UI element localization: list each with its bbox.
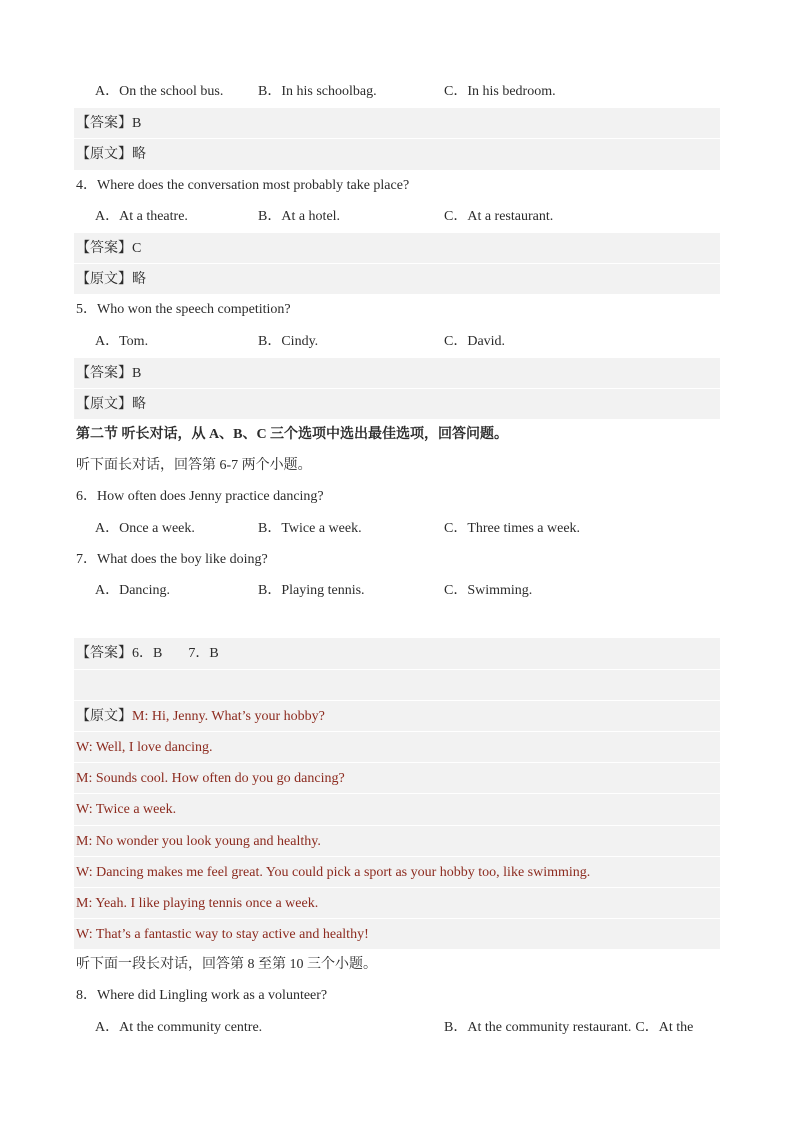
- q4-answer-row: [74, 232, 720, 263]
- q6-stem-text: 6．How often does Jenny practice dancing?: [76, 489, 324, 505]
- q4-options: [74, 201, 720, 232]
- transcript-text: W: Well, I love dancing.: [76, 739, 213, 755]
- section-heading-text: 第二节 听长对话，从 A、B、C 三个选项中选出最佳选项，回答问题。: [76, 427, 509, 443]
- transcript-line: [74, 700, 720, 731]
- q8-option-c: C．At the: [635, 1019, 694, 1035]
- q5-stem-text: 5．Who won the speech competition?: [76, 302, 291, 318]
- q4-source-value: 略: [132, 272, 146, 288]
- q7-option-b: B．Playing tennis.: [258, 583, 365, 598]
- q6-answer: 6．B: [132, 646, 163, 662]
- q8-stem-text: 8．Where did Lingling work as a volunteer?: [76, 988, 328, 1004]
- section-heading: [74, 419, 720, 450]
- q5-source-label: 【原文】: [76, 396, 132, 412]
- q8-options: [74, 1012, 720, 1043]
- q7-answer: 7．B: [188, 646, 219, 662]
- q5-options: [74, 326, 720, 357]
- listening-section: [74, 76, 720, 1043]
- transcript-line: [74, 825, 720, 856]
- transcript-line: [74, 856, 720, 887]
- transcript-text: W: That’s a fantastic way to stay active and healthy!: [76, 927, 369, 943]
- transcript-line: [74, 887, 720, 918]
- q3-source-label: 【原文】: [76, 147, 132, 163]
- q3-source-value: 略: [132, 147, 146, 163]
- q3-answer-label: 【答案】: [76, 116, 132, 132]
- q5-option-b: B．Cindy.: [258, 333, 319, 349]
- dialogue2-instruction: [74, 949, 720, 980]
- q7-option-a: A．Dancing.: [95, 583, 171, 598]
- transcript-text: M: Hi, Jenny. What’s your hobby?: [132, 708, 325, 724]
- transcript-text: W: Dancing makes me feel great. You could pick a sport as your hobby too, like swimming.: [76, 864, 591, 880]
- q4-source-label: 【原文】: [76, 272, 132, 288]
- transcript-text: M: Yeah. I like playing tennis once a week.: [76, 895, 319, 911]
- dialogue1-instruction-text: 听下面长对话，回答第 6-7 两个小题。: [76, 458, 312, 474]
- q8-options-bc: [444, 1012, 693, 1043]
- q6-option-a: A．Once a week.: [95, 520, 195, 536]
- q6-stem: [74, 481, 720, 512]
- q8-option-a: A．At the community centre.: [95, 1019, 263, 1035]
- transcript-line: [74, 731, 720, 762]
- q5-answer-row: [74, 357, 720, 388]
- q3-option-c: C．In his bedroom.: [444, 84, 556, 99]
- blank-band-row: [74, 669, 720, 700]
- blank-spacer: [74, 606, 720, 637]
- q7-option-c: C．Swimming.: [444, 583, 533, 598]
- q5-answer-label: 【答案】: [76, 365, 132, 381]
- q4-option-a: A．At a theatre.: [95, 208, 188, 224]
- q4-stem-text: 4．Where does the conversation most probably take place?: [76, 177, 410, 193]
- q4-answer-label: 【答案】: [76, 240, 132, 256]
- q7-stem: [74, 544, 720, 575]
- dialogue1-instruction: [74, 450, 720, 481]
- q4-source-row: [74, 263, 720, 294]
- q6-options: [74, 513, 720, 544]
- q6-option-b: B．Twice a week.: [258, 520, 362, 536]
- q6-option-c: C．Three times a week.: [444, 520, 581, 536]
- q7-options: [74, 575, 720, 606]
- q4-option-c: C．At a restaurant.: [444, 208, 554, 224]
- q5-option-c: C．David.: [444, 333, 506, 349]
- q3-option-b: B．In his schoolbag.: [258, 84, 377, 99]
- q5-source-value: 略: [132, 396, 146, 412]
- transcript-line: [74, 762, 720, 793]
- q8-stem: [74, 980, 720, 1011]
- dialogue1-answer-label: 【答案】: [76, 646, 132, 662]
- q4-stem: [74, 170, 720, 201]
- transcript-line: [74, 793, 720, 824]
- q3-source-row: [74, 138, 720, 169]
- dialogue1-answer-row: [74, 637, 720, 668]
- q5-stem: [74, 294, 720, 325]
- q5-answer-value: B: [132, 365, 142, 381]
- transcript-line: [74, 918, 720, 949]
- q8-option-b: B．At the community restaurant.: [444, 1019, 632, 1035]
- dialogue2-instruction-text: 听下面一段长对话，回答第 8 至第 10 三个小题。: [76, 957, 377, 973]
- transcript-text: W: Twice a week.: [76, 802, 177, 818]
- transcript-text: M: No wonder you look young and healthy.: [76, 833, 321, 849]
- q3-options: [74, 76, 720, 107]
- q5-source-row: [74, 388, 720, 419]
- q3-answer-value: B: [132, 116, 142, 132]
- transcript-text: M: Sounds cool. How often do you go dancing?: [76, 771, 345, 787]
- q5-option-a: A．Tom.: [95, 333, 149, 349]
- q7-stem-text: 7．What does the boy like doing?: [76, 551, 268, 567]
- q4-option-b: B．At a hotel.: [258, 208, 341, 224]
- q3-option-a: A．On the school bus.: [95, 84, 224, 99]
- q3-answer-row: [74, 107, 720, 138]
- q4-answer-value: C: [132, 240, 142, 256]
- transcript-label: 【原文】: [76, 708, 132, 724]
